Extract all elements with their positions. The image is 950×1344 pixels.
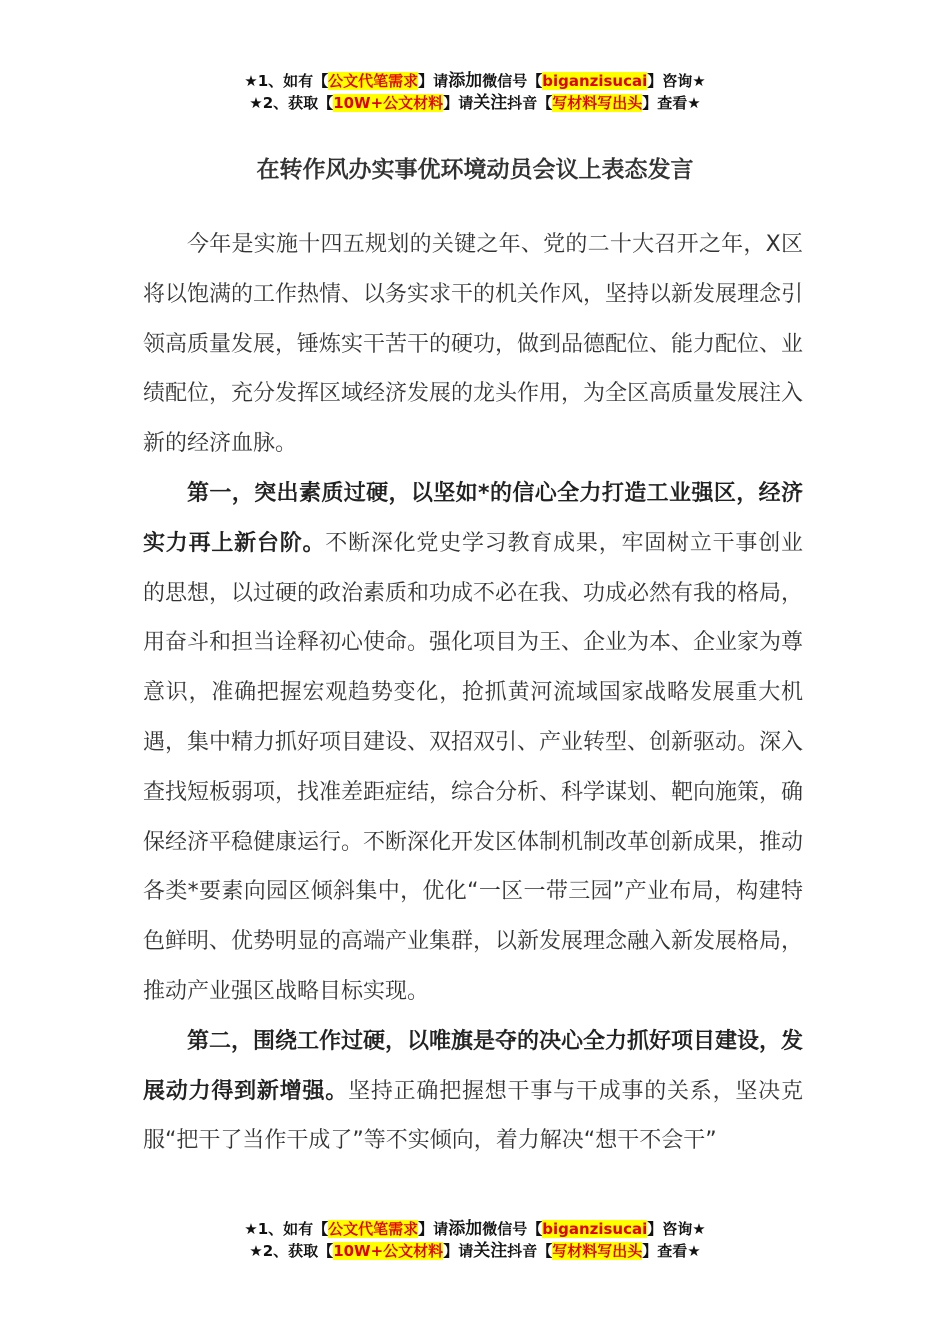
- paragraph-second-point: 第二，围绕工作过硬，以唯旗是夺的决心全力抓好项目建设，发展动力得到新增强。坚持正确把握想干事与干成事的关系，坚决克服“把干了当作干成了”等不实倾向，着力解决“想干不会干”: [143, 1028, 804, 1154]
- highlight-materials: 10W+公文材料: [333, 94, 444, 112]
- top-notice: [0, 70, 950, 114]
- highlight-wechat-id: biganzisucai: [542, 1220, 648, 1238]
- paragraph-first-point: 第一，突出素质过硬，以坚如*的信心全力打造工业强区，经济实力再上新台阶。不断深化党史学习教育成果，牢固树立干事创业的思想，以过硬的政治素质和功成不必在我、功成必然有我的格局，用奋斗和担当诠释初心使命。强化项目为王、企业为本、企业家为尊意识，准确把握宏观趋势变化，抢抓黄河流域国家战略发展重大机遇，集中精力抓好项目建设、双招双引、产业转型、创新驱动。深入查找短板弱项，找准差距症结，综合分析、科学谋划、靶向施策，确保经济平稳健康运行。不断深化开发区体制机制改革创新成果，推动各类*要素向园区倾斜集中，优化“一区一带三园”产业布局，构建特色鲜明、优势明显的高端产业集群，以新发展理念融入新发展格局，推动产业强区战略目标实现。: [143, 480, 804, 1004]
- highlight-service: 公文代笔需求: [328, 1220, 419, 1238]
- notice-line-1: ★1、如有【公文代笔需求】请添加微信号【biganzisucai】咨询★: [244, 71, 706, 91]
- document-title: 在转作风办实事优环境动员会议上表态发言: [256, 157, 694, 183]
- notice-line-1: ★1、如有【公文代笔需求】请添加微信号【biganzisucai】咨询★: [244, 1219, 706, 1239]
- document-body: [143, 220, 803, 1166]
- highlight-service: 公文代笔需求: [328, 72, 419, 90]
- notice-line-2: ★2、获取【10W+公文材料】请关注抖音【写材料写出头】查看★: [249, 93, 701, 113]
- bottom-notice: [0, 1218, 950, 1262]
- notice-line-2: ★2、获取【10W+公文材料】请关注抖音【写材料写出头】查看★: [249, 1241, 701, 1261]
- paragraph-heading: 第一，突出素质过硬，以坚如*的信心全力打造工业强区，经济实力再上新台阶。: [143, 480, 803, 556]
- highlight-materials: 10W+公文材料: [333, 1242, 444, 1260]
- paragraph-heading: 第二，围绕工作过硬，以唯旗是夺的决心全力抓好项目建设，发展动力得到新增强。: [143, 1028, 804, 1104]
- paragraph-intro: 今年是实施十四五规划的关键之年、党的二十大召开之年，X区将以饱满的工作热情、以务实求干的机关作风，坚持以新发展理念引领高质量发展，锤炼实干苦干的硬功，做到品德配位、能力配位、业绩配位，充分发挥区域经济发展的龙头作用，为全区高质量发展注入新的经济血脉。: [143, 232, 804, 457]
- highlight-douyin-account: 写材料写出头: [552, 94, 643, 112]
- highlight-douyin-account: 写材料写出头: [552, 1242, 643, 1260]
- highlight-wechat-id: biganzisucai: [542, 72, 648, 90]
